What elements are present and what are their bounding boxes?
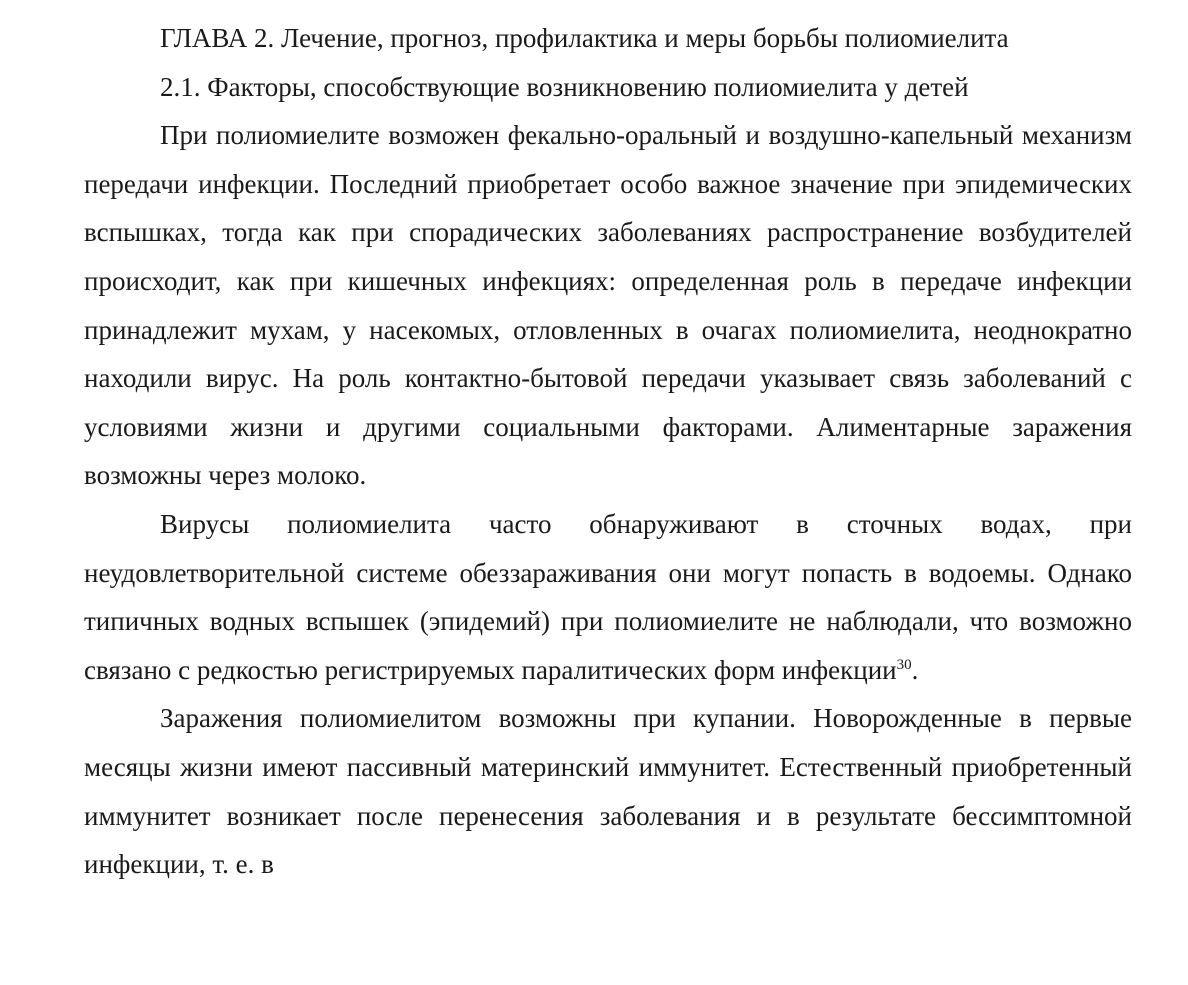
document-page <box>84 14 1132 889</box>
paragraph-water-text: Вирусы полиомиелита часто обнаруживают в сточных водах, при неудовлетворительной системе обеззараживания они могут попасть в водоемы. Однако типичных водных вспышек (эпидемий) при полиомиелите не наблюдали, что возможно связано с редкостью регистрируемых паралитических форм инфекции <box>84 508 1132 685</box>
chapter-title: ГЛАВА 2. Лечение, прогноз, профилактика и меры борьбы полиомиелита <box>160 23 1009 53</box>
paragraph-water <box>84 500 1132 694</box>
paragraph-immunity: Заражения полиомиелитом возможны при купании. Новорожденные в первые месяцы жизни имеют пассивный материнский иммунитет. Естественный приобретенный иммунитет возникает после перенесения заболевания и в результате бессимптомной инфекции, т. е. в <box>84 703 1132 880</box>
footnote-reference: 30 <box>896 656 912 673</box>
paragraph-water-end: . <box>911 654 919 685</box>
paragraph-transmission: При полиомиелите возможен фекально-оральный и воздушно-капельный механизм передачи инфекции. Последний приобретает особо важное значение при эпидемических вспышках, тогда как при спорадических заболеваниях распространение возбудителей происходит, как при кишечных инфекциях: определенная роль в передаче инфекции принадлежит мухам, у насекомых, отловленных в очагах полиомиелита, неоднократно находили вирус. На роль контактно-бытовой передачи указывает связь заболеваний с условиями жизни и другими социальными факторами. Алиментарные заражения возможны через молоко. <box>84 120 1132 491</box>
section-title: 2.1. Факторы, способствующие возникновению полиомиелита у детей <box>160 71 969 102</box>
